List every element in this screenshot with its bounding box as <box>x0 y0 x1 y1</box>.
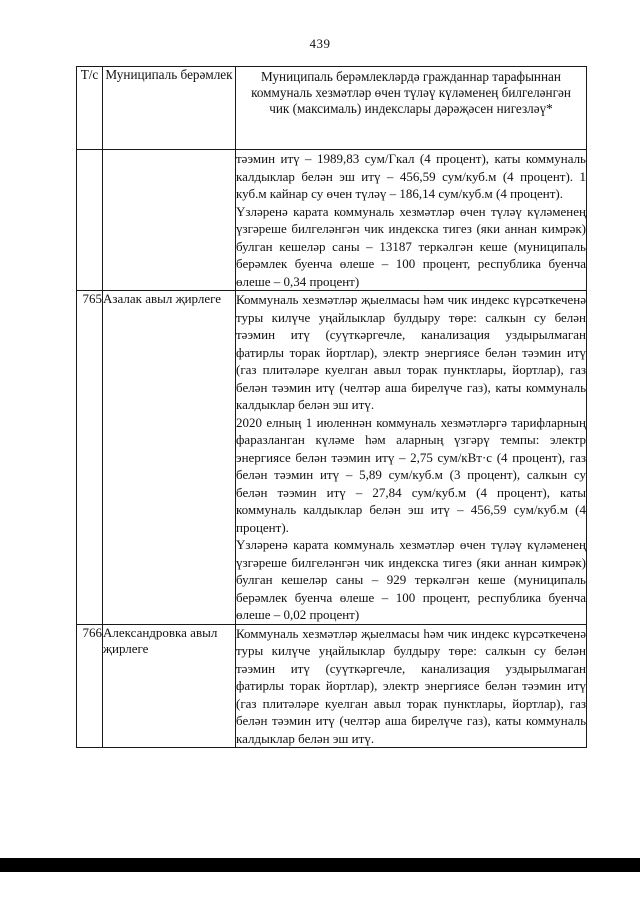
row-num <box>77 150 103 291</box>
data-table <box>76 66 587 748</box>
row-description <box>236 624 587 748</box>
table-header-row <box>77 67 587 150</box>
row-paragraph: Коммуналь хезмәтләр җыелмасы һәм чик индекс күрсәткеченә туры килүче уңайлыклар булдыру төре: салкын су белән тәэмин итү (суүткәргечле, канализация уздырылмаган фатирлы торак йортлар), электр энергиясе белән тәэмин итү (газ плитәләре куелган авыл торак пунктлары, йортлар), газ белән тәэмин итү (челтәр аша бирелүче газ), каты коммуналь калдыклар белән эш итү. <box>236 625 586 746</box>
row-paragraph: 2020 елның 1 июленнән коммуналь хезмәтләргә тарифларның фаразланган күләме һәм аларның үзгәрү темпы: электр энергиясе белән тәэмин итү – 2,75 сум/кВт·с (4 процент), газ белән тәэмин итү – 5,89 сум/куб.м (3 процент), салкын су белән тәэмин итү – 27,84 сум/куб.м (4 процент), каты коммуналь калдыклар белән эш итү – 456,59 сум/куб.м (4 процент). <box>236 414 586 535</box>
row-municipality: Азалак авыл җирлеге <box>103 291 236 625</box>
row-description <box>236 291 587 625</box>
header-description: Муниципаль берәмлекләрдә гражданнар тарафыннан коммуналь хезмәтләр өчен түләү күләменең билгеләнгән чик (максималь) индекслары дәрәҗәсен нигезләү* <box>236 67 587 150</box>
row-municipality: Александровка авыл җирлеге <box>103 624 236 748</box>
table-row <box>77 624 587 748</box>
row-num: 765 <box>77 291 103 625</box>
row-paragraph: Үзләренә карата коммуналь хезмәтләр өчен түләү күләменең үзгәреше билгеләнгән чик индекска тигез (яки аннан кимрәк) булган кешеләр саны – 13187 теркәлгән кеше (муниципаль берәмлек буенча өлеше – 100 процент, республика буенча өлеше – 0,34 процент) <box>236 203 586 289</box>
table-row <box>77 291 587 625</box>
row-municipality <box>103 150 236 291</box>
header-num: Т/с <box>77 67 103 150</box>
row-paragraph: Үзләренә карата коммуналь хезмәтләр өчен түләү күләменең үзгәреше билгеләнгән чик индекска тигез (яки аннан кимрәк) булган кешеләр саны – 929 теркәлгән кеше (муниципаль берәмлек буенча өлеше – 100 процент, республика буенча өлеше – 0,02 процент) <box>236 537 586 622</box>
page-number: 439 <box>309 36 331 51</box>
row-description <box>236 150 587 291</box>
scan-border-bar <box>0 858 640 872</box>
table-row <box>77 150 587 291</box>
row-paragraph: тәэмин итү – 1989,83 сум/Гкал (4 процент), каты коммуналь калдыклар белән эш итү – 456,59 сум/куб.м (4 процент). 1 куб.м кайнар су өчен түләү – 186,14 сум/куб.м (4 процент). <box>236 151 586 201</box>
row-num: 766 <box>77 624 103 748</box>
row-paragraph: Коммуналь хезмәтләр җыелмасы һәм чик индекс күрсәткеченә туры килүче уңайлыклар булдыру төре: салкын су белән тәэмин итү (суүткәргечле, канализация уздырылмаган фатирлы торак йортлар), электр энергиясе белән тәэмин итү (газ плитәләре куелган авыл торак пунктлары, йортлар), газ белән тәэмин итү (челтәр аша бирелүче газ), каты коммуналь калдыклар белән эш итү. <box>236 292 586 412</box>
header-municipality: Муниципаль берәмлек <box>103 67 236 150</box>
